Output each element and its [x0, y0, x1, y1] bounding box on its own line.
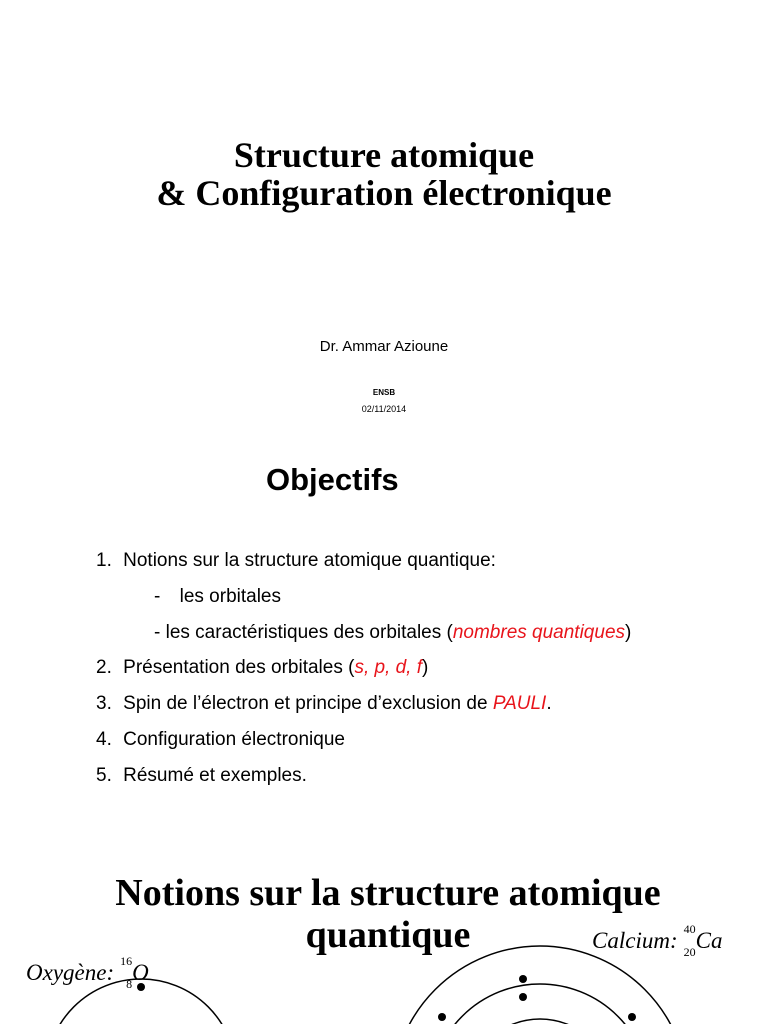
presentation-title — [0, 136, 768, 212]
item-text-pre: Spin de l’électron et principe d’exclusion de — [123, 693, 493, 714]
item-highlight: s, p, d, f — [354, 657, 423, 678]
atomic-number: 20 — [683, 945, 696, 959]
item-text: Résumé et exemples. — [123, 765, 307, 786]
element-symbol: O — [132, 960, 149, 985]
objective-item-4 — [96, 729, 345, 751]
item-text-post: ) — [625, 622, 632, 643]
calcium-electron-dot — [519, 975, 527, 983]
item-text-post: ) — [422, 657, 429, 678]
item-highlight: nombres quantiques — [452, 622, 626, 643]
item-text: Configuration électronique — [123, 729, 345, 750]
mass-number: 40 — [683, 922, 696, 936]
item-text-pre: Présentation des orbitales ( — [123, 657, 355, 678]
title-line-1: Structure atomique — [233, 135, 535, 175]
item-highlight: PAULI — [492, 693, 547, 714]
item-text-pre: - les caractéristiques des orbitales ( — [154, 622, 453, 643]
item-text: les orbitales — [179, 586, 281, 607]
item-number: 5. — [96, 765, 112, 786]
item-text-post: . — [546, 693, 552, 714]
item-number: 2. — [96, 657, 112, 678]
isotope-notation — [678, 922, 696, 959]
isotope-notation — [114, 954, 133, 991]
title-line-1: Notions sur la structure atomique — [115, 872, 661, 914]
element-symbol: Ca — [695, 928, 723, 953]
objectives-slide — [0, 432, 768, 864]
author-name: Dr. Ammar Azioune — [319, 338, 449, 355]
objective-item-2 — [96, 657, 428, 679]
item-dash: - — [154, 586, 161, 607]
objectives-title: Objectifs — [266, 462, 399, 497]
item-number: 1. — [96, 550, 112, 571]
objective-subitem-orbitals — [154, 586, 281, 608]
title-line-2: & Configuration électronique — [156, 173, 612, 213]
calcium-middle-shell — [430, 984, 650, 1024]
title-slide — [0, 0, 768, 432]
item-number: 4. — [96, 729, 112, 750]
quantum-structure-slide — [0, 864, 768, 1024]
calcium-outer-shell — [392, 946, 688, 1024]
calcium-electron-dot — [438, 1013, 446, 1021]
oxygen-label — [26, 954, 149, 991]
objective-item-3 — [96, 693, 552, 715]
organization: ENSB — [372, 388, 396, 397]
presentation-date: 02/11/2014 — [361, 404, 407, 414]
atomic-number: 8 — [126, 977, 133, 991]
mass-number: 16 — [120, 954, 133, 968]
element-name: Oxygène: — [26, 960, 115, 985]
calcium-inner-shell — [465, 1019, 615, 1024]
item-text: Notions sur la structure atomique quantique: — [123, 550, 496, 571]
calcium-label — [592, 922, 723, 959]
item-number: 3. — [96, 693, 112, 714]
element-name: Calcium: — [592, 928, 678, 953]
objective-item-1 — [96, 550, 496, 572]
objective-item-5 — [96, 765, 307, 787]
title-line-2: quantique — [305, 914, 471, 956]
calcium-electron-dot — [519, 993, 527, 1001]
calcium-electron-dot — [628, 1013, 636, 1021]
objective-subitem-characteristics — [154, 622, 631, 644]
